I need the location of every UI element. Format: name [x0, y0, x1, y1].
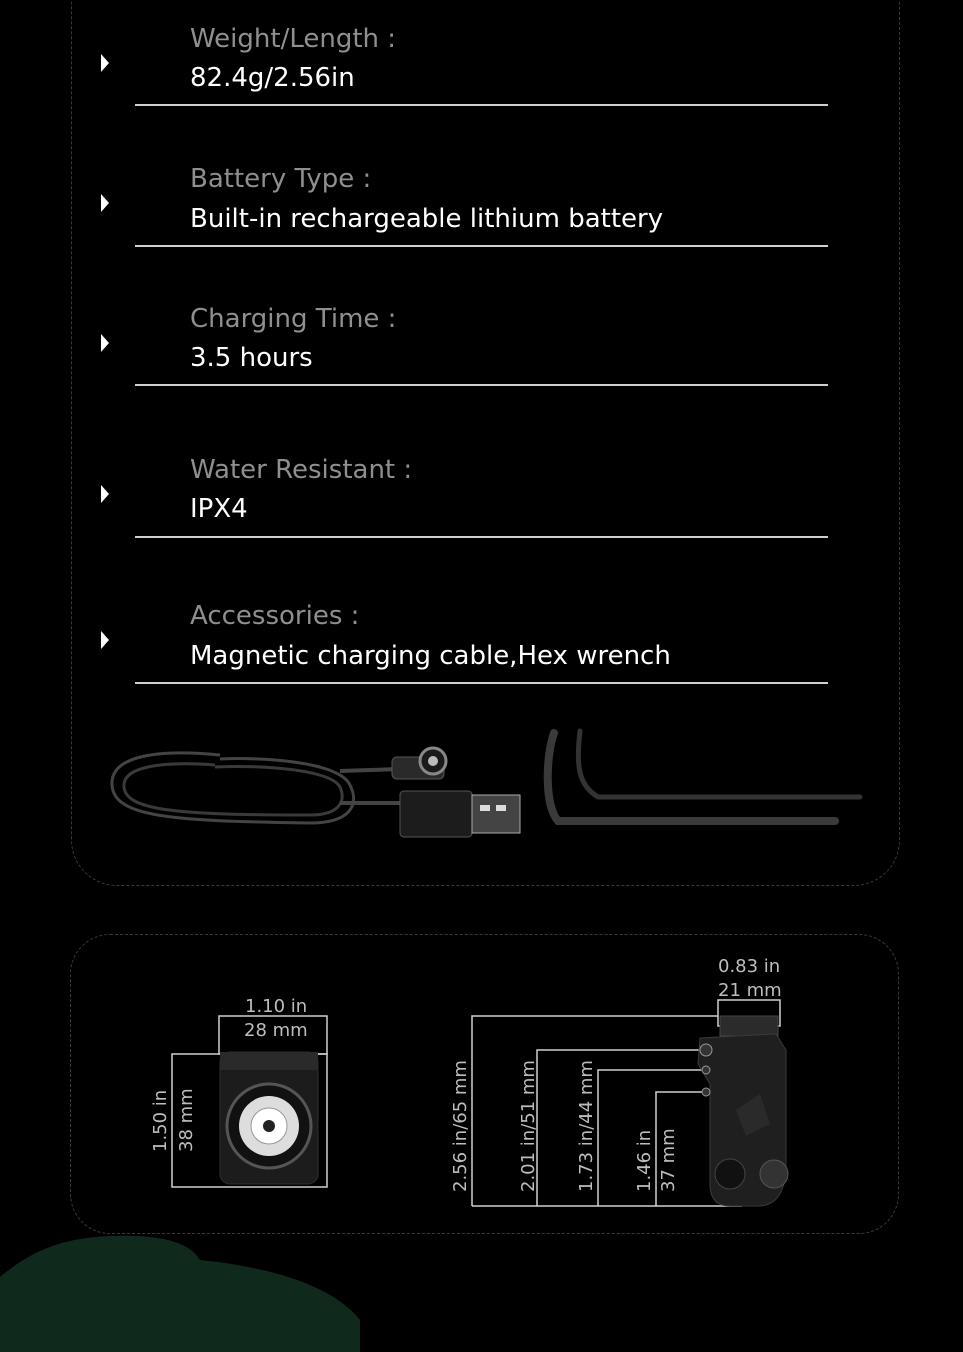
spec-value: Built-in rechargeable lithium battery [190, 204, 664, 234]
divider [135, 245, 828, 247]
spec-value: 82.4g/2.56in [190, 63, 355, 93]
dimension-diagram [70, 934, 899, 1234]
spec-label: Accessories : [190, 601, 360, 631]
spec-label: Charging Time : [190, 304, 397, 334]
side-height-2: 2.01 in/51 mm [518, 1060, 539, 1192]
spec-value: Magnetic charging cable,Hex wrench [190, 641, 671, 671]
charging-cable-icon [112, 748, 520, 837]
side-width-in: 0.83 in [718, 956, 781, 977]
side-height-4-in: 1.46 in [634, 1129, 655, 1192]
front-height-mm: 38 mm [176, 1088, 197, 1152]
front-view-device [220, 1052, 318, 1184]
spec-label: Battery Type : [190, 164, 372, 194]
divider [135, 682, 828, 684]
front-width-in: 1.10 in [245, 996, 308, 1017]
spec-label: Water Resistant : [190, 455, 413, 485]
divider [135, 536, 828, 538]
spec-label: Weight/Length : [190, 24, 397, 54]
accessories-image [100, 725, 870, 855]
spec-value: 3.5 hours [190, 343, 313, 373]
caret-right-icon [101, 194, 109, 212]
caret-right-icon [101, 54, 109, 72]
side-height-1: 2.56 in/65 mm [450, 1060, 471, 1192]
front-height-in: 1.50 in [150, 1089, 171, 1152]
hex-wrench-icon [548, 731, 860, 821]
side-width-mm: 21 mm [718, 980, 782, 1001]
spec-value: IPX4 [190, 494, 248, 524]
divider [135, 104, 828, 106]
decorative-green-shape [0, 1232, 420, 1352]
side-height-4-mm: 37 mm [658, 1128, 679, 1192]
divider [135, 384, 828, 386]
caret-right-icon [101, 485, 109, 503]
caret-right-icon [101, 334, 109, 352]
side-view-device [698, 1016, 788, 1206]
side-height-3: 1.73 in/44 mm [576, 1060, 597, 1192]
front-width-mm: 28 mm [244, 1020, 308, 1041]
caret-right-icon [101, 631, 109, 649]
